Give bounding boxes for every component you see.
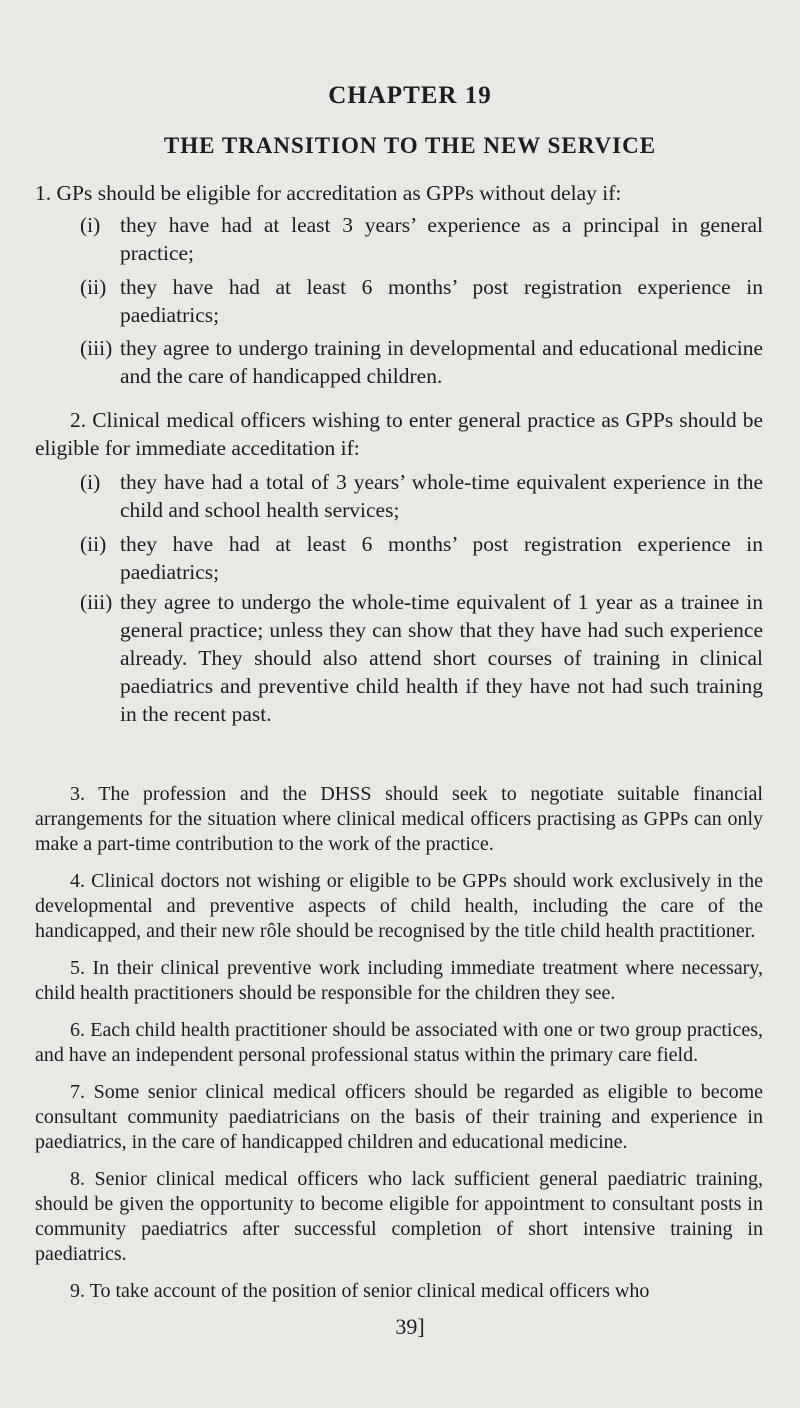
- page-number: 39]: [395, 1314, 425, 1339]
- item-number: (iii): [80, 590, 113, 614]
- item-text: they have had at least 3 years’ experience as a principal in general practice;: [120, 213, 763, 265]
- chapter-title: THE TRANSITION TO THE NEW SERVICE: [163, 133, 657, 158]
- paragraph-3: 3. The profession and the DHSS should seek to negotiate suitable financial arrangements for the situation where clinical medical officers practising as GPPs can only make a part-time contribution to the work of the practice.: [35, 783, 763, 855]
- paragraph-7: 7. Some senior clinical medical officers should be regarded as eligible to become consultant community paediatricians on the basis of their training and experience in paediatrics, in the care of handicapped children and educational medicine.: [35, 1081, 763, 1153]
- item-number: (i): [80, 213, 101, 237]
- p1-item-3: [80, 334, 763, 390]
- item-text: they have had at least 6 months’ post registration experience in paediatrics;: [120, 532, 763, 584]
- p2-item-3: [80, 588, 763, 728]
- paragraph-4: 4. Clinical doctors not wishing or eligible to be GPPs should work exclusively in the developmental and preventive aspects of child health, including the care of the handicapped, and their new rôle should be recognised by the title child health practitioner.: [35, 870, 763, 942]
- chapter-heading: CHAPTER 19: [328, 82, 492, 109]
- item-text: they agree to undergo the whole-time equivalent of 1 year as a trainee in general practice; unless they can show that they have had such experience already. They should also attend short courses of training in clinical paediatrics and preventive child health if they have not had such training in the recent past.: [120, 590, 763, 726]
- p2-item-2: [80, 530, 763, 586]
- item-number: (iii): [80, 336, 113, 360]
- item-text: they agree to undergo training in developmental and educational medicine and the care of handicapped children.: [120, 336, 763, 388]
- item-number: (ii): [80, 275, 107, 299]
- item-number: (ii): [80, 532, 107, 556]
- p1-item-2: [80, 273, 763, 329]
- paragraph-5: 5. In their clinical preventive work including immediate treatment where necessary, child health practitioners should be responsible for the children they see.: [35, 957, 763, 1004]
- paragraph-1: 1. GPs should be eligible for accreditation as GPPs without delay if:: [35, 181, 622, 205]
- p2-item-1: [80, 468, 763, 524]
- item-text: they have had at least 6 months’ post registration experience in paediatrics;: [120, 275, 763, 327]
- paragraph-6: 6. Each child health practitioner should be associated with one or two group practices, and have an independent personal professional status within the primary care field.: [35, 1019, 763, 1066]
- paragraph-9: 9. To take account of the position of senior clinical medical officers who: [70, 1280, 650, 1302]
- p1-item-1: [80, 211, 763, 267]
- item-text: they have had a total of 3 years’ whole-time equivalent experience in the child and school health services;: [120, 470, 763, 522]
- paragraph-8: 8. Senior clinical medical officers who lack sufficient general paediatric training, should be given the opportunity to become eligible for appointment to consultant posts in community paediatrics after successful completion of short intensive training in paediatrics.: [35, 1168, 763, 1265]
- paragraph-2: 2. Clinical medical officers wishing to enter general practice as GPPs should be eligible for immediate acceditation if:: [35, 408, 763, 460]
- item-number: (i): [80, 470, 101, 494]
